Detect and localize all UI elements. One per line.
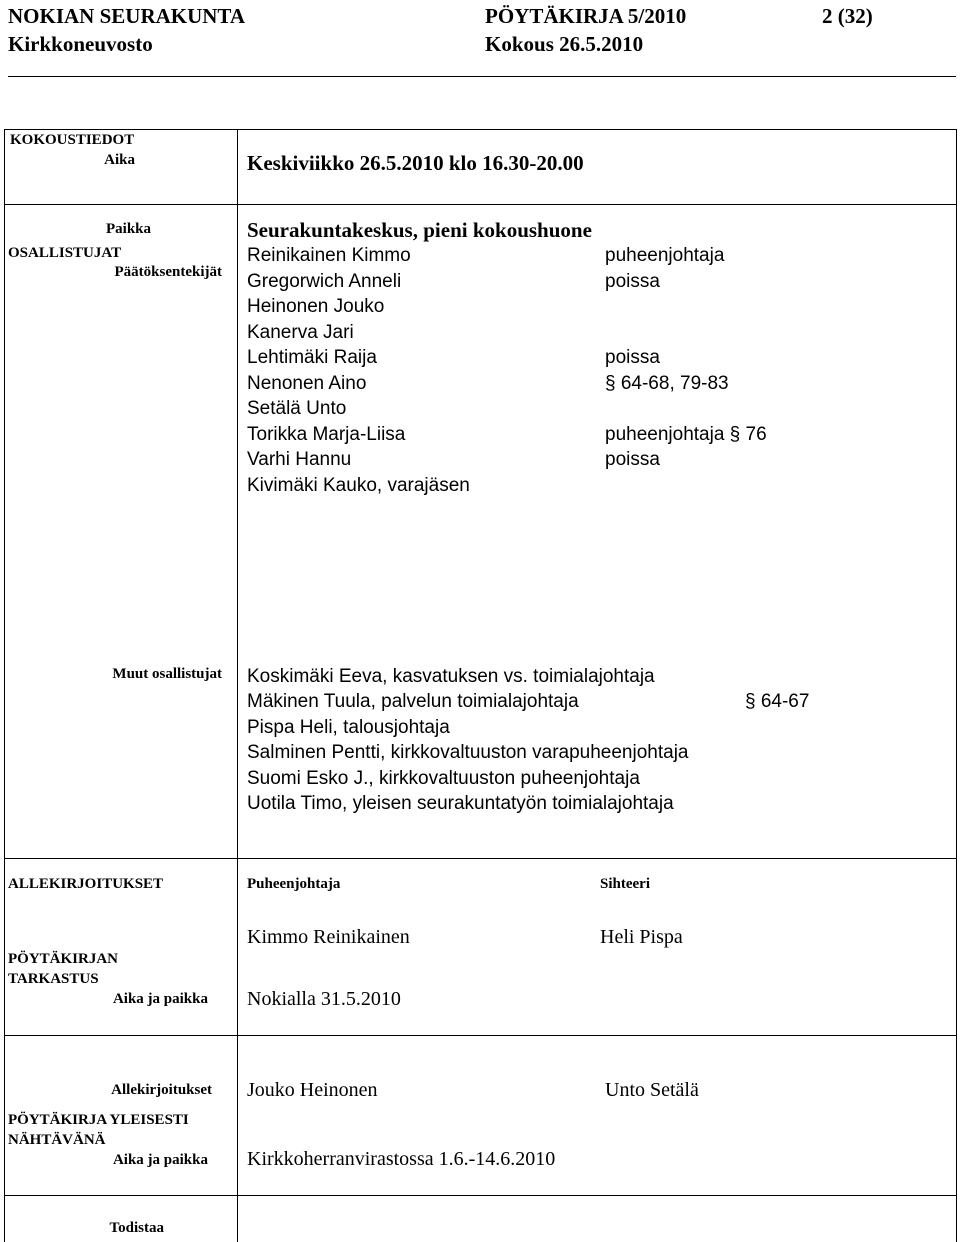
page-number: 2 (32) bbox=[822, 4, 873, 28]
chair-signature: Kimmo Reinikainen bbox=[247, 926, 410, 948]
public-section-label-line2: NÄHTÄVÄNÄ bbox=[8, 1132, 106, 1148]
participant-name: Koskimäki Eeva, kasvatuksen vs. toimialajohtaja bbox=[247, 666, 655, 687]
member-name: Varhi Hannu bbox=[247, 449, 352, 470]
org-name: NOKIAN SEURAKUNTA bbox=[8, 4, 246, 28]
member-name: Setälä Unto bbox=[247, 398, 347, 419]
member-note: poissa bbox=[605, 449, 660, 470]
member-name: Torikka Marja-Liisa bbox=[247, 424, 406, 445]
participants-section-label: OSALLISTUJAT bbox=[8, 245, 122, 261]
document-title: PÖYTÄKIRJA 5/2010 bbox=[485, 4, 687, 28]
member-note: poissa bbox=[605, 271, 660, 292]
meeting-place: Seurakuntakeskus, pieni kokoushuone bbox=[247, 218, 592, 242]
review-section-label-line2: TARKASTUS bbox=[8, 971, 99, 987]
participant-note: § 64-67 bbox=[745, 691, 810, 712]
participant-name: Pispa Heli, talousjohtaja bbox=[247, 717, 450, 738]
meeting-info-section-label: KOKOUSTIEDOT bbox=[10, 132, 135, 148]
row-divider bbox=[4, 1195, 957, 1196]
review-signatures-label: Allekirjoitukset bbox=[111, 1082, 212, 1098]
participant-name: Mäkinen Tuula, palvelun toimialajohtaja bbox=[247, 691, 579, 712]
meeting-date: Kokous 26.5.2010 bbox=[485, 32, 644, 56]
signatures-section-label: ALLEKIRJOITUKSET bbox=[8, 876, 164, 892]
member-note: puheenjohtaja § 76 bbox=[605, 424, 767, 445]
table-top-border bbox=[4, 129, 957, 130]
member-note: poissa bbox=[605, 347, 660, 368]
participant-name: Salminen Pentti, kirkkovaltuuston varapuheenjohtaja bbox=[247, 742, 689, 763]
review-time-place: Nokialla 31.5.2010 bbox=[247, 988, 401, 1010]
member-note: puheenjohtaja bbox=[605, 245, 725, 266]
row-divider bbox=[4, 1035, 957, 1036]
member-name: Gregorwich Anneli bbox=[247, 271, 402, 292]
row-divider bbox=[4, 204, 957, 205]
member-name: Nenonen Aino bbox=[247, 373, 367, 394]
other-participants-label: Muut osallistujat bbox=[112, 666, 222, 682]
secretary-signature: Heli Pispa bbox=[600, 926, 683, 948]
member-name: Kivimäki Kauko, varajäsen bbox=[247, 475, 470, 496]
reviewer-signature-1: Jouko Heinonen bbox=[247, 1079, 378, 1101]
row-divider bbox=[4, 858, 957, 859]
chair-label: Puheenjohtaja bbox=[247, 876, 341, 892]
body-name: Kirkkoneuvosto bbox=[8, 32, 153, 56]
place-label: Paikka bbox=[105, 221, 151, 237]
decision-makers-label: Päätöksentekijät bbox=[114, 264, 222, 280]
member-name: Kanerva Jari bbox=[247, 322, 354, 343]
participant-name: Uotila Timo, yleisen seurakuntatyön toimialajohtaja bbox=[247, 793, 674, 814]
certify-label: Todistaa bbox=[109, 1220, 164, 1236]
review-section-label: PÖYTÄKIRJAN bbox=[8, 951, 119, 967]
meeting-time: Keskiviikko 26.5.2010 klo 16.30-20.00 bbox=[247, 151, 584, 175]
time-label: Aika bbox=[104, 152, 135, 168]
member-name: Reinikainen Kimmo bbox=[247, 245, 411, 266]
secretary-label: Sihteeri bbox=[600, 876, 650, 892]
header-rule bbox=[8, 76, 956, 77]
public-section-label: PÖYTÄKIRJA YLEISESTI bbox=[8, 1112, 189, 1128]
member-name: Heinonen Jouko bbox=[247, 296, 385, 317]
table-column-divider bbox=[237, 129, 238, 1242]
review-time-place-label: Aika ja paikka bbox=[112, 991, 208, 1007]
participant-name: Suomi Esko J., kirkkovaltuuston puheenjohtaja bbox=[247, 768, 640, 789]
public-time-place: Kirkkoherranvirastossa 1.6.-14.6.2010 bbox=[247, 1148, 556, 1170]
table-left-border bbox=[4, 129, 5, 1242]
member-name: Lehtimäki Raija bbox=[247, 347, 377, 368]
reviewer-signature-2: Unto Setälä bbox=[605, 1079, 699, 1101]
member-note: § 64-68, 79-83 bbox=[605, 373, 729, 394]
table-right-border bbox=[956, 129, 957, 1242]
public-time-place-label: Aika ja paikka bbox=[112, 1152, 208, 1168]
